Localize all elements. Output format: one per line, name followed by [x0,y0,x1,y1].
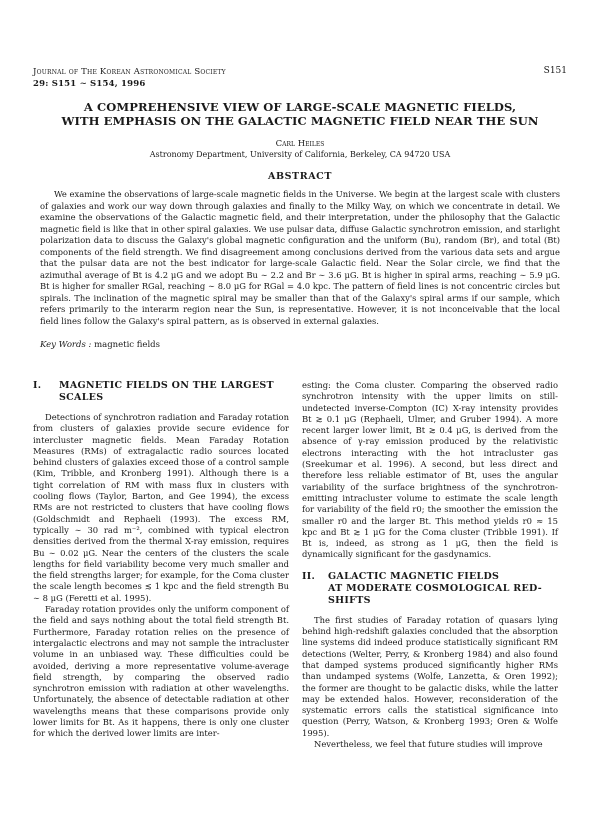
journal-name: Journal of The Korean Astronomical Society [33,67,226,77]
section-2-title-c: SHIFTS [328,594,371,606]
section-spacer [302,561,558,571]
abstract-heading: ABSTRACT [267,171,333,182]
journal-volume: 29: S151 ∼ S154, 1996 [33,79,146,89]
left-column [33,380,289,740]
section-2-title-a: GALACTIC MAGNETIC FIELDS [328,570,500,582]
section-2-number: II. [302,570,316,582]
title-line-2: WITH EMPHASIS ON THE GALACTIC MAGNETIC FIELD NEAR THE SUN [61,114,539,128]
paper-title [30,100,570,128]
section-2-paragraph-2: Nevertheless, we feel that future studies will improve [314,739,543,750]
section-2-heading [302,571,558,607]
right-column [302,380,558,750]
section-1-paragraph-1: Detections of synchrotron radiation and Faraday rotation from clusters of galaxies provide secure evidence for intercluster magnetic fields. Mean Faraday Rotation Measures (RMs) of extragalactic radio sources located behind clusters of galaxies exceed those of a control sample (Kim, Tribble, and Kronberg 1991). Although there is a tight correlation of RM with mass flux in clusters with cooling flows (Taylor, Barton, and Gee 1994), the excess RMs are not restricted to clusters that have cooling flows (Goldschmidt and Rephaeli (1993). The excess RM, typically ∼ 30 rad m⁻², combined with typical electron densities derived from the thermal X-ray emission, requires Bu ∼ 0.02 μG. Near the centers of the clusters the scale lengths for field variability become very much smaller and the field strengths larger; for example, for the Coma cluster the scale length becomes ≲ 1 kpc and the field strength Bu ∼ 8 μG (Feretti et al. 1995). [33,412,289,603]
abstract-text: We examine the observations of large-scale magnetic fields in the Universe. We begin at the largest scale with clusters of galaxies and work our way down through galaxies and finally to the Milky Way, on which we concentrate in detail. We examine the observations of the Galactic magnetic field, and their interpretation, under the philosophy that the Galactic magnetic field is like that in other spiral galaxies. We use pulsar data, diffuse Galactic synchrotron emission, and starlight polarization data to discuss the Galaxy's global magnetic configuration and the uniform (Bu), random (Br), and total (Bt) components of the field strength. We find disagreement among conclusions derived from the various data sets and argue that the pulsar data are not the best indicator for large-scale Galactic field. Near the Solar circle, we find that the azimuthal average of Bt is 4.2 μG and we adopt Bu ∼ 2.2 and Br ∼ 3.6 μG. Bt is higher in spiral arms, reaching ∼ 5.9 μG. Bt is higher for smaller RGal, reaching ∼ 8.0 μG for RGal = 4.0 kpc. The pattern of field lines is not concentric circles but spirals. The inclination of the magnetic spiral may be smaller than that of the Galaxy's spiral arms if our sample, which refers primarily to the interarm region near the Sun, is representative. However, it is not inconceivable that the local field lines follow the Galaxy's spiral pattern, as is observed in external galaxies. [40,189,560,327]
keywords-value: magnetic fields [94,340,160,350]
author-name: Carl Heiles [275,139,325,149]
section-1-number: I. [33,380,42,391]
section-1-heading [33,380,289,404]
keywords [40,340,160,350]
page-number: S151 [543,66,567,76]
journal-header [33,66,226,90]
title-line-1: A COMPREHENSIVE VIEW OF LARGE-SCALE MAGNETIC FIELDS, [83,100,517,114]
section-1-title-b: SCALES [59,392,104,403]
section-2-paragraph-1: The first studies of Faraday rotation of quasars lying behind high-redshift galaxies concluded that the absorption line systems did indeed produce statistically significant RM detections (Welter, Perry, & Kronberg 1984) and also found that damped systems produced significantly higher RMs than undamped systems (Wolfe, Lanzetta, & Oren 1992); the former are thought to be galactic disks, while the latter may be extended halos. However, reconsideration of the systematic errors calls the statistical significance into question (Perry, Watson, & Kronberg 1993; Oren & Wolfe 1995). [302,614,558,738]
section-1-title-a: MAGNETIC FIELDS ON THE LARGEST [59,380,274,391]
keywords-label: Key Words : [40,340,92,350]
section-1-paragraph-2: Faraday rotation provides only the uniform component of the field and says nothing about the total field strength Bt. Furthermore, Faraday rotation relies on the presence of intergalactic electrons and may not sample the intracluster volume in an unbiased way. These difficulties could be avoided, deriving a more representative volume-average field strength, by comparing the observed radio synchrotron emission with radiation at other wavelengths. Unfortunately, the absence of detectable radiation at other wavelengths means that these comparisons provide only lower limits for Bt. As it happens, there is only one cluster for which the derived lower limits are inter- [33,604,289,739]
section-1-paragraph-2-continued: esting: the Coma cluster. Comparing the observed radio synchrotron intensity with the upper limits on still-undetected inverse-Compton (IC) X-ray intensity provides Bt ≳ 0.1 μG (Rephaeli, Ulmer, and Gruber 1994). A more recent larger lower limit, Bt ≳ 0.4 μG, is derived from the absence of γ-ray emission produced by the relativistic electrons interacting with the hot intracluster gas (Sreekumar et al. 1996). A second, but less direct and therefore less reliable estimator of Bt, uses the angular variability of the surface brightness of the synchrotron-emitting intracluster volume to estimate the scale length for variability of the field r0; the smoother the emission the smaller r0 and the larger Bt. This method yields r0 ≈ 15 kpc and Bt ≳ 1 μG for the Coma cluster (Tribble 1991). If Bt is, indeed, as strong as 1 μG, then the field is dynamically significant for the gasdynamics. [302,380,558,560]
author-affiliation: Astronomy Department, University of California, Berkeley, CA 94720 USA [149,150,451,159]
section-2-title-b: AT MODERATE COSMOLOGICAL RED- [328,582,542,594]
